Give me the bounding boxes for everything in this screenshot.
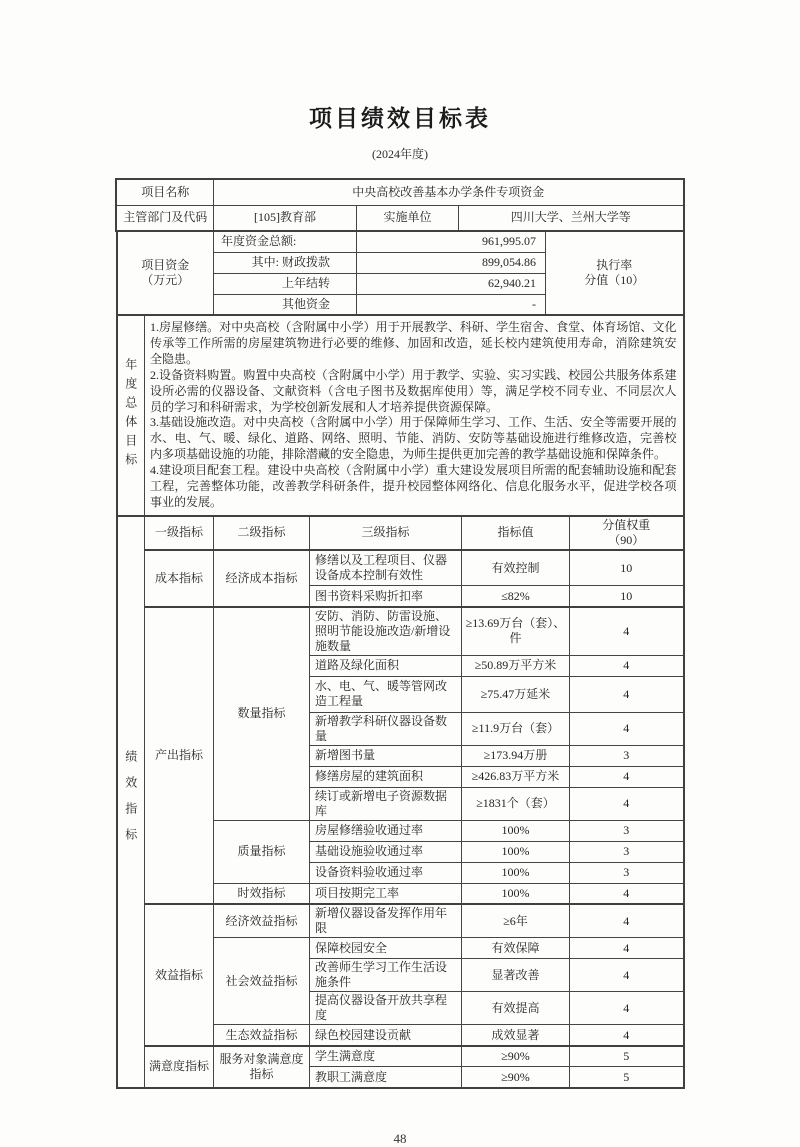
indicator-score: 4 [570,883,684,904]
level2-social-benefit: 社会效益指标 [214,938,310,1025]
level3-indicator: 绿色校园建设贡献 [310,1025,462,1046]
department-value: [105]教育部 [213,205,356,231]
indicator-value: ≥6年 [462,904,570,938]
indicator-value: ≥50.89万平方米 [462,655,570,676]
indicator-value: ≥11.9万台（套） [462,712,570,745]
level3-indicator: 教职工满意度 [310,1067,462,1088]
header-level2: 二级指标 [214,516,310,550]
indicator-score: 10 [570,550,684,586]
indicator-row [117,550,684,586]
level2-quantity: 数量指标 [214,607,310,821]
department-label: 主管部门及代码 [116,205,213,231]
level3-indicator: 提高仪器设备开放共享程度 [310,992,462,1025]
indicator-value: ≥1831个（套） [462,787,570,820]
level3-indicator: 基础设施验收通过率 [310,841,462,862]
funds-other-label: 其他资金 [214,294,357,315]
indicator-row [117,607,684,656]
level1-satisfaction: 满意度指标 [145,1046,214,1088]
indicators-side-label: 绩效指标 [123,749,138,854]
funds-carryover-label: 上年结转 [214,273,357,294]
project-name-label: 项目名称 [116,179,213,205]
level3-indicator: 修缮房屋的建筑面积 [310,766,462,787]
indicator-value: 成效显著 [462,1025,570,1046]
goal-item-4: 4.建设项目配套工程。建设中央高校（含附属中小学）重大建设发展项目所需的配套辅助设施和配套工程，完善整体功能，改善教学科研条件，提升校园整体网络化、信息化服务水平，促进学校各项事业的发展。 [150,463,677,509]
indicator-score: 3 [570,841,684,862]
indicator-score: 3 [570,820,684,841]
project-name-value: 中央高校改善基本办学条件专项资金 [213,179,683,205]
page-title: 项目绩效目标表 [309,106,491,131]
funds-total-value: 961,995.07 [357,231,546,252]
level3-indicator: 项目按期完工率 [310,883,462,904]
funds-fiscal-label: 其中: 财政拨款 [214,252,357,273]
goal-item-1: 1.房屋修缮。对中央高校（含附属中小学）用于开展教学、科研、学生宿舍、食堂、体育场馆、文化传承等工作所需的房屋建筑物进行必要的维修、加固和改造，延长校内建筑使用寿命，消除建筑安全隐患。 [150,320,677,366]
indicator-value: 显著改善 [462,959,570,992]
indicator-value: 100% [462,883,570,904]
department-row [116,205,683,231]
annual-goal-side-label: 年度总体目标 [123,358,138,473]
indicator-value: ≥90% [462,1067,570,1088]
annual-goal-row [117,315,684,516]
level2-economic-cost: 经济成本指标 [214,550,310,607]
execution-rate-line1: 执行率 [596,258,633,272]
indicator-value: ≤82% [462,586,570,607]
implementing-unit-label: 实施单位 [356,205,458,231]
annual-goal-side-label-cell [117,315,145,516]
level2-eco-benefit: 生态效益指标 [214,1025,310,1046]
indicators-header-row [117,516,684,550]
indicator-score: 4 [570,959,684,992]
indicator-row [117,1046,684,1067]
indicator-value: 100% [462,841,570,862]
level3-indicator: 水、电、气、暖等管网改造工程量 [310,676,462,712]
header-weight-line1: 分值权重 [602,517,651,532]
header-level1: 一级指标 [145,516,214,550]
funds-total-label: 年度资金总额: [214,231,357,252]
indicator-value: ≥90% [462,1046,570,1067]
indicator-score: 4 [570,787,684,820]
indicator-value: ≥75.47万延米 [462,676,570,712]
level3-indicator: 道路及绿化面积 [310,655,462,676]
goal-item-3: 3.基础设施改造。对中央高校（含附属中小学）用于保障师生学习、工作、生活、安全等需要开展的水、电、气、暖、绿化、道路、网络、照明、节能、消防、安防等基础设施进行维修改造，完善校内多项基础设施的功能，排除潜藏的安全隐患，为师生提供更加完善的教学基础设施和保障条件。 [150,415,677,462]
project-info-table [115,178,684,232]
page-number: 48 [393,1130,407,1146]
indicator-score: 10 [570,586,684,607]
project-funds-table [116,230,685,316]
level3-indicator: 新增图书量 [310,745,462,766]
indicator-value: 有效提高 [462,992,570,1025]
indicator-score: 5 [570,1067,684,1088]
indicator-score: 4 [570,904,684,938]
indicator-value: 100% [462,862,570,883]
indicator-value: ≥13.69万台（套）、件 [462,607,570,656]
indicator-value: 有效控制 [462,550,570,586]
project-name-row [116,179,683,205]
funds-label-line1: 项目资金 [141,258,190,272]
level1-benefit: 效益指标 [145,904,214,1046]
funds-carryover-value: 62,940.21 [357,273,546,294]
level2-timeliness: 时效指标 [214,883,310,904]
level3-indicator: 保障校园安全 [310,938,462,959]
page-subtitle: (2024年度) [372,147,428,161]
level2-service-satisfaction: 服务对象满意度指标 [214,1046,310,1088]
level3-indicator: 改善师生学习工作生活设施条件 [310,959,462,992]
indicator-score: 4 [570,766,684,787]
funds-label-line2: （万元） [141,273,190,287]
header-weight [570,516,684,550]
level3-indicator: 续订或新增电子资源数据库 [310,787,462,820]
funds-row-total [117,231,684,252]
implementing-unit-value: 四川大学、兰州大学等 [458,205,683,231]
level3-indicator: 新增仪器设备发挥作用年限 [310,904,462,938]
indicator-score: 4 [570,607,684,656]
indicator-score: 4 [570,1025,684,1046]
indicator-value: 有效保障 [462,938,570,959]
funds-label [117,231,214,315]
indicator-score: 5 [570,1046,684,1067]
level1-output: 产出指标 [145,607,214,905]
level2-quality: 质量指标 [214,820,310,883]
indicators-table [116,515,685,1089]
level3-indicator: 安防、消防、防雷设施、照明节能设施改造/新增设施数量 [310,607,462,656]
execution-rate-line2: 分值（10） [584,273,645,287]
indicator-value: 100% [462,820,570,841]
execution-rate-score-label [546,231,684,315]
indicators-side-label-cell [117,516,145,1088]
funds-other-value: - [357,294,546,315]
level2-economic-benefit: 经济效益指标 [214,904,310,938]
indicator-score: 4 [570,992,684,1025]
level3-indicator: 图书资料采购折扣率 [310,586,462,607]
indicator-score: 4 [570,938,684,959]
header-weight-line2: （90） [608,532,645,547]
level3-indicator: 房屋修缮验收通过率 [310,820,462,841]
header-value: 指标值 [462,516,570,550]
indicator-score: 4 [570,676,684,712]
indicator-value: ≥173.94万册 [462,745,570,766]
goal-item-2: 2.设备资料购置。购置中央高校（含附属中小学）用于教学、实验、实习实践、校园公共服务体系建设所必需的仪器设备、文献资料（含电子图书及数据库使用）等，满足学校不同专业、不同层次人员的学习和科研需求，为学校创新发展和人才培养提供资源保障。 [150,367,677,414]
level3-indicator: 修缮以及工程项目、仪器设备成本控制有效性 [310,550,462,586]
indicator-row [117,904,684,938]
indicator-score: 3 [570,862,684,883]
indicator-score: 3 [570,745,684,766]
level3-indicator: 新增教学科研仪器设备数量 [310,712,462,745]
annual-goal-content [145,315,684,516]
funds-fiscal-value: 899,054.86 [357,252,546,273]
indicator-score: 4 [570,655,684,676]
indicator-value: ≥426.83万平方米 [462,766,570,787]
level1-cost: 成本指标 [145,550,214,607]
level3-indicator: 学生满意度 [310,1046,462,1067]
level3-indicator: 设备资料验收通过率 [310,862,462,883]
indicator-score: 4 [570,712,684,745]
header-level3: 三级指标 [310,516,462,550]
annual-goal-table [116,314,685,517]
